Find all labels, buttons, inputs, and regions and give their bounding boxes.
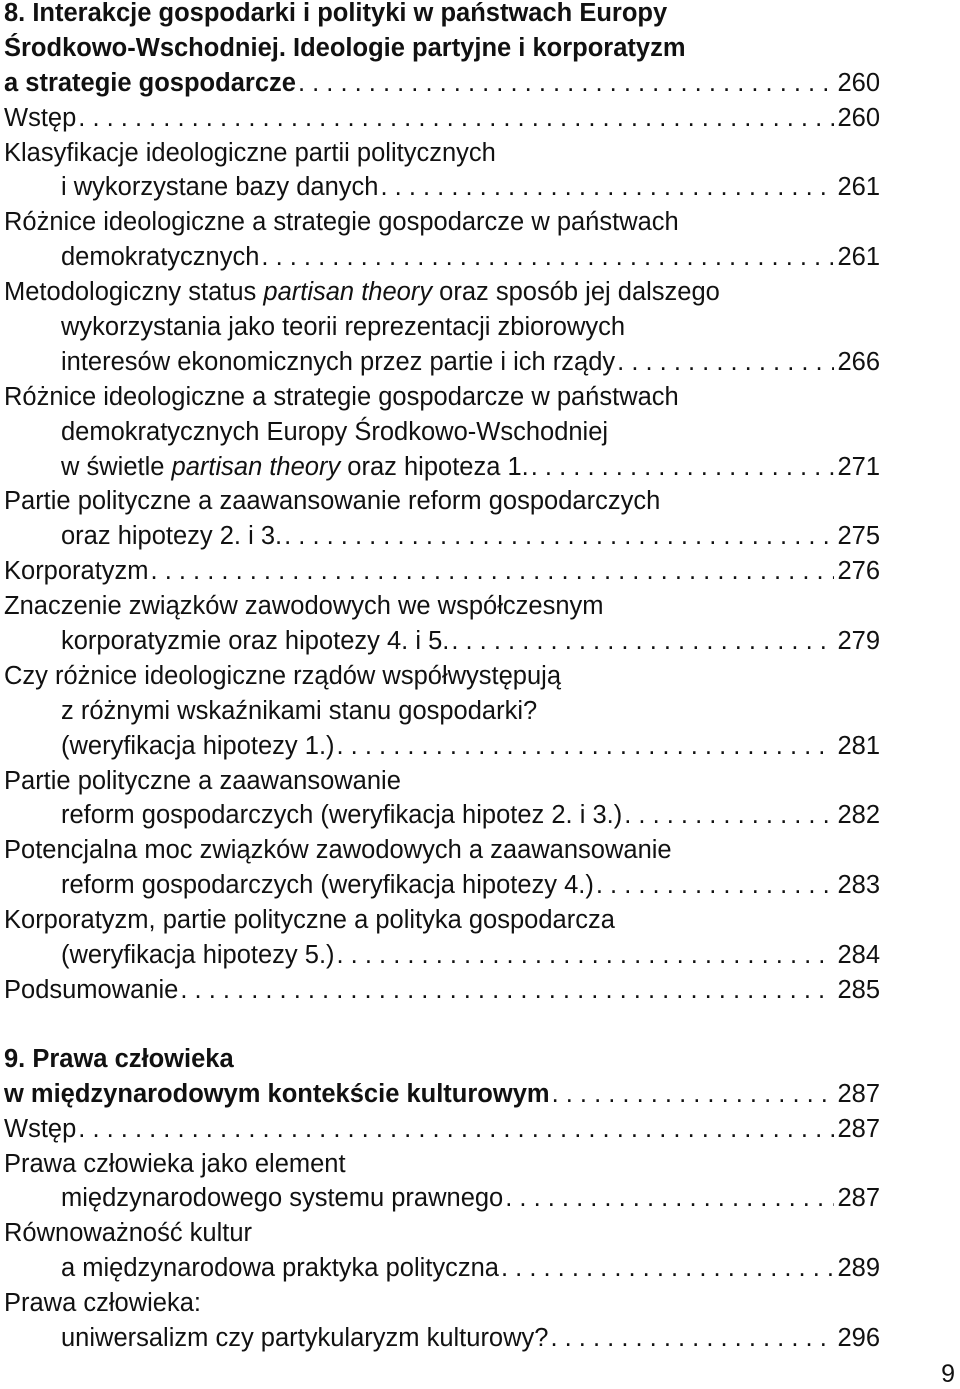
- page-number: 285: [837, 975, 880, 1004]
- leader-dots: [178, 973, 834, 1008]
- entry-title: Różnice ideologiczne a strategie gospodarcze w państwach: [4, 208, 679, 237]
- page-number: 284: [837, 941, 880, 970]
- entry-title-continued: [61, 450, 529, 485]
- page-number: 287: [837, 1079, 880, 1108]
- toc-entry-wstep-9[interactable]: [4, 1112, 880, 1147]
- entry-title: Wstęp: [4, 103, 77, 132]
- entry-title: Znaczenie związków zawodowych we współczesnym: [4, 592, 604, 621]
- entry-title-part: oraz sposób jej dalszego: [432, 278, 720, 307]
- chapter-8-heading[interactable]: [4, 0, 880, 101]
- toc-entry-partie-weryfikacja[interactable]: [4, 764, 880, 834]
- entry-title: Partie polityczne a zaawansowanie: [4, 766, 401, 795]
- page-number: 276: [837, 557, 880, 586]
- page-number: 282: [837, 801, 880, 830]
- chapter-8-title-line-1: 8. Interakcje gospodarki i polityki w państwach Europy: [4, 0, 668, 27]
- leader-dots: [296, 66, 834, 101]
- entry-title-continued: reform gospodarczych (weryfikacja hipotezy 4.): [61, 871, 594, 900]
- table-of-contents: [4, 0, 880, 1356]
- page-number: 260: [837, 103, 880, 132]
- entry-title: Prawa człowieka jako element: [4, 1149, 346, 1178]
- entry-title: Czy różnice ideologiczne rządów współwystępują: [4, 661, 562, 690]
- entry-title-continued: uniwersalizm czy partykularyzm kulturowy?: [61, 1323, 549, 1352]
- page-number: 279: [837, 627, 880, 656]
- toc-entry-znaczenie-zwiazkow[interactable]: [4, 589, 880, 659]
- toc-entry-metodologiczny-status[interactable]: [4, 275, 880, 380]
- page-folio: 9: [941, 1360, 955, 1388]
- entry-title: Korporatyzm: [4, 557, 149, 586]
- entry-title-part: Metodologiczny status: [4, 278, 264, 307]
- chapter-9-title-line-1: 9. Prawa człowieka: [4, 1044, 234, 1073]
- entry-title-continued: (weryfikacja hipotezy 1.): [61, 731, 335, 760]
- leader-dots: [622, 798, 834, 833]
- chapter-8-title-line-2: Środkowo-Wschodniej. Ideologie partyjne i korporatyzm: [4, 33, 686, 62]
- entry-title-continued: wykorzystania jako teorii reprezentacji zbiorowych: [61, 313, 626, 342]
- leader-dots: [615, 345, 834, 380]
- entry-title-continued: korporatyzmie oraz hipotezy 4. i 5.: [61, 627, 450, 656]
- page-number: 296: [837, 1323, 880, 1352]
- page-number: 261: [837, 243, 880, 272]
- toc-entry-rownowaznosc-kultur[interactable]: [4, 1216, 880, 1286]
- entry-title-continued: międzynarodowego systemu prawnego: [61, 1184, 504, 1213]
- leader-dots: [378, 170, 834, 205]
- chapter-spacer: [4, 1008, 880, 1042]
- toc-entry-prawa-uniwersalizm[interactable]: [4, 1286, 880, 1356]
- entry-title-part: w świetle: [61, 452, 172, 481]
- toc-entry-czy-roznice[interactable]: [4, 659, 880, 764]
- toc-entry-prawa-element[interactable]: [4, 1147, 880, 1217]
- page-number: 260: [837, 68, 880, 97]
- entry-title-continued: a międzynarodowa praktyka polityczna: [61, 1254, 499, 1283]
- page-number: 289: [837, 1254, 880, 1283]
- leader-dots: [335, 938, 834, 973]
- page-number: 261: [837, 173, 880, 202]
- leader-dots: [503, 1181, 834, 1216]
- toc-entry-klasyfikacje[interactable]: [4, 136, 880, 206]
- leader-dots: [259, 240, 834, 275]
- toc-entry-korporatyzm-partie[interactable]: [4, 903, 880, 973]
- entry-title-continued: z różnymi wskaźnikami stanu gospodarki?: [61, 696, 538, 725]
- entry-title: Prawa człowieka:: [4, 1289, 201, 1318]
- page-number: 275: [837, 522, 880, 551]
- chapter-9-title-line-2: w międzynarodowym kontekście kulturowym: [4, 1079, 550, 1108]
- entry-title-continued: i wykorzystane bazy danych: [61, 173, 379, 202]
- entry-title: Potencjalna moc związków zawodowych a zaawansowanie: [4, 836, 672, 865]
- leader-dots: [149, 554, 834, 589]
- page-number: 271: [837, 452, 880, 481]
- toc-entry-partie-polityczne[interactable]: [4, 484, 880, 554]
- leader-dots: [282, 519, 834, 554]
- leader-dots: [335, 729, 834, 764]
- toc-entry-roznice-ideologiczne[interactable]: [4, 205, 880, 275]
- leader-dots: [548, 1321, 834, 1356]
- entry-title-continued: oraz hipotezy 2. i 3.: [61, 522, 283, 551]
- entry-title: Podsumowanie: [4, 975, 179, 1004]
- leader-dots: [529, 450, 834, 485]
- entry-title: [4, 275, 720, 310]
- page-number: 281: [837, 731, 880, 760]
- leader-dots: [550, 1077, 834, 1112]
- toc-entry-potencjalna-moc[interactable]: [4, 833, 880, 903]
- entry-title: Korporatyzm, partie polityczne a polityka gospodarcza: [4, 906, 615, 935]
- toc-entry-wstep[interactable]: [4, 101, 880, 136]
- chapter-8-title-line-3: a strategie gospodarcze: [4, 68, 296, 97]
- entry-title: Równoważność kultur: [4, 1219, 253, 1248]
- page-number: 287: [837, 1184, 880, 1213]
- entry-title-continued: (weryfikacja hipotezy 5.): [61, 941, 335, 970]
- leader-dots: [449, 624, 834, 659]
- entry-title-italic: partisan theory: [171, 452, 341, 481]
- entry-title: Partie polityczne a zaawansowanie reform gospodarczych: [4, 487, 661, 516]
- leader-dots: [594, 868, 834, 903]
- leader-dots: [499, 1251, 834, 1286]
- toc-entry-korporatyzm[interactable]: [4, 554, 880, 589]
- entry-title-continued: reform gospodarczych (weryfikacja hipotez 2. i 3.): [61, 801, 623, 830]
- chapter-9-heading[interactable]: [4, 1042, 880, 1112]
- entry-title-part: oraz hipoteza 1.: [340, 452, 529, 481]
- entry-title-italic: partisan theory: [263, 278, 433, 307]
- page-number: 283: [837, 871, 880, 900]
- leader-dots: [76, 1112, 834, 1147]
- leader-dots: [76, 101, 834, 136]
- page-number: 287: [837, 1114, 880, 1143]
- entry-title: Wstęp: [4, 1114, 77, 1143]
- toc-entry-podsumowanie[interactable]: [4, 973, 880, 1008]
- entry-title: Różnice ideologiczne a strategie gospodarcze w państwach: [4, 382, 679, 411]
- entry-title: Klasyfikacje ideologiczne partii politycznych: [4, 138, 496, 167]
- entry-title-continued: demokratycznych: [61, 243, 260, 272]
- toc-entry-roznice-europa[interactable]: [4, 380, 880, 485]
- page-number: 266: [837, 347, 880, 376]
- entry-title-continued: demokratycznych Europy Środkowo-Wschodniej: [61, 417, 609, 446]
- entry-title-continued: interesów ekonomicznych przez partie i ich rządy: [61, 347, 616, 376]
